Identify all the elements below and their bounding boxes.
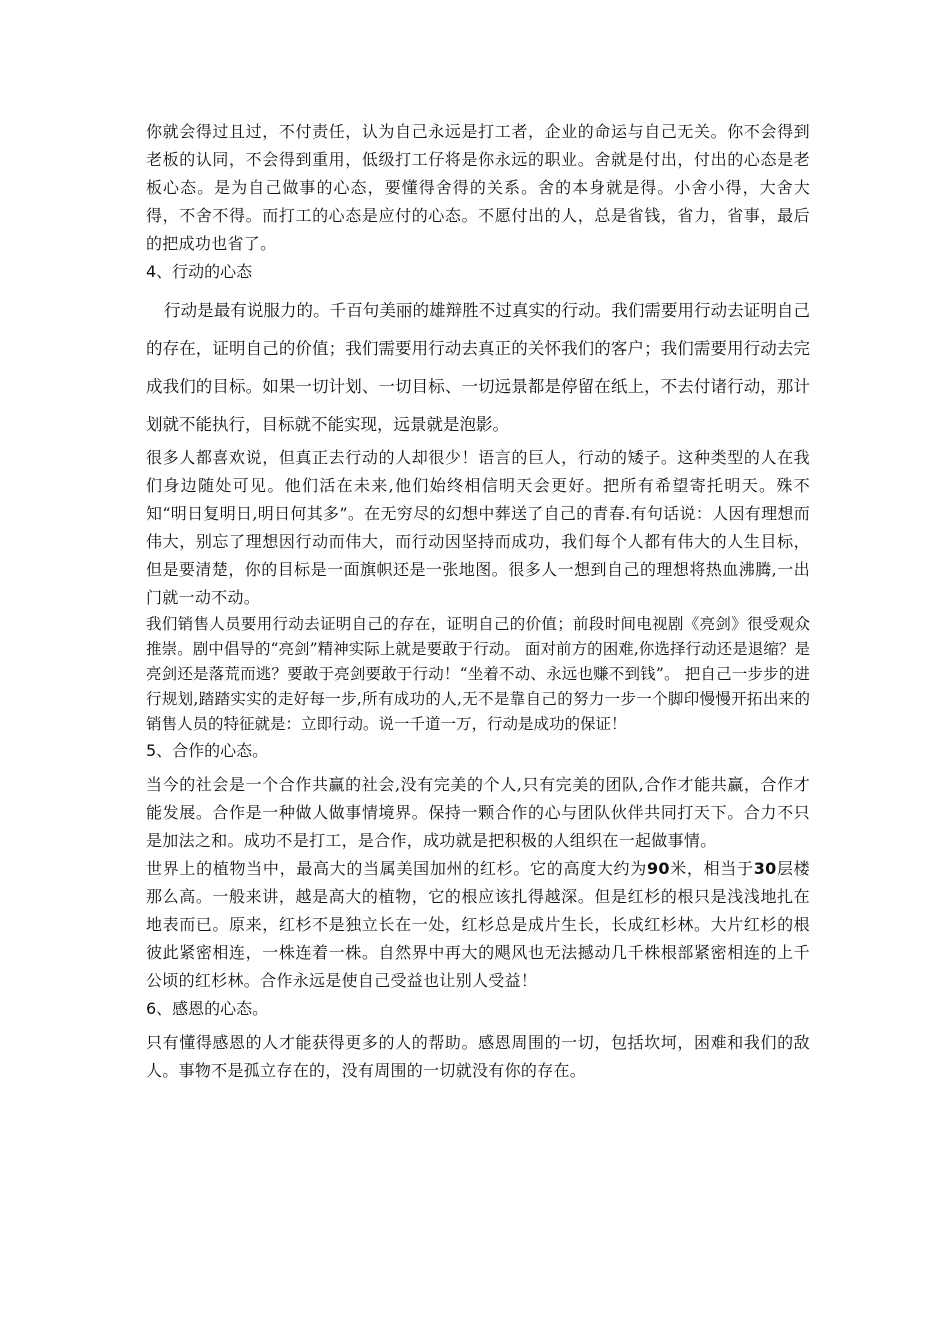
paragraph-giving-mindset: 你就会得过且过，不付责任，认为自己永远是打工者，企业的命运与自己无关。你不会得到老板的认同，不会得到重用，低级打工仔将是你永远的职业。舍就是付出，付出的心态是老板心态。是为自己做事的心态，要懂得舍得的关系。舍的本身就是得。小舍小得，大舍大得，不舍不得。而打工的心态是应付的心态。不愿付出的人，总是省钱，省力，省事，最后的把成功也省了。	[146, 122, 810, 253]
document-page	[146, 118, 810, 1085]
paragraph-gratitude: 只有懂得感恩的人才能获得更多的人的帮助。感恩周围的一切，包括坎坷，困难和我们的敌人。事物不是孤立存在的，没有周围的一切就没有你的存在。	[146, 1033, 810, 1080]
heading-gratitude-mindset: 6、感恩的心态。	[146, 999, 269, 1018]
paragraph-action-intro: 行动是最有说服力的。千百句美丽的雄辩胜不过真实的行动。我们需要用行动去证明自己的存在，证明自己的价值；我们需要用行动去真正的关怀我们的客户；我们需要用行动去完成我们的目标。如果一切计划、一切目标、一切远景都是停留在纸上，不去付诸行动，那计划就不能执行，目标就不能实现，远景就是泡影。	[146, 301, 810, 434]
redwood-height-number: 90	[646, 859, 670, 878]
paragraph-action-sales: 我们销售人员要用行动去证明自己的存在，证明自己的价值；前段时间电视剧《亮剑》很受观众推崇。剧中倡导的“亮剑”精神实际上就是要敢于行动。 面对前方的困难,你选择行动还是退缩？是亮剑还是落荒而逃？要敢于亮剑要敢于行动！“坐着不动、永远也赚不到钱”。 把自己一步步的进行规划,踏踏实实的走好每一步,所有成功的人,无不是靠自己的努力一步一个脚印慢慢开拓出来的 销售人员的特征就是：立即行动。说一千道一万，行动是成功的保证！	[146, 615, 810, 733]
paragraph-redwood: 世界上的植物当中，最高大的当属美国加州的红杉。它的高度大约为90米，相当于30层楼那么高。一般来讲，越是高大的植物，它的根应该扎得越深。但是红杉的根只是浅浅地扎在地表而已。原来，红杉不是独立长在一处，红杉总是成片生长，长成红杉林。大片红杉的根彼此紧密相连，一株连着一株。自然界中再大的飓风也无法撼动几千株根部紧密相连的上千公顷的红杉林。合作永远是使自己受益也让别人受益！	[146, 859, 810, 990]
paragraph-cooperation-intro: 当今的社会是一个合作共赢的社会,没有完美的个人,只有完美的团队,合作才能共赢，合作才能发展。合作是一种做人做事情境界。保持一颗合作的心与团队伙伴共同打天下。合力不只是加法之和。成功不是打工，是合作，成功就是把积极的人组织在一起做事情。	[146, 775, 810, 850]
paragraph-action-talkers: 很多人都喜欢说，但真正去行动的人却很少！语言的巨人，行动的矮子。这种类型的人在我们身边随处可见。他们活在未来,他们始终相信明天会更好。把所有希望寄托明天。殊不知“明日复明日,明日何其多”。在无穷尽的幻想中葬送了自己的青春.有句话说：人因有理想而伟大，别忘了理想因行动而伟大，而行动因坚持而成功，我们每个人都有伟大的人生目标，但是要清楚，你的目标是一面旗帜还是一张地图。很多人一想到自己的理想将热血沸腾,一出门就一动不动。	[146, 448, 810, 607]
heading-cooperation-mindset: 5、合作的心态。	[146, 741, 269, 760]
heading-action-mindset: 4、行动的心态	[146, 262, 253, 281]
redwood-floors-number: 30	[753, 859, 777, 878]
